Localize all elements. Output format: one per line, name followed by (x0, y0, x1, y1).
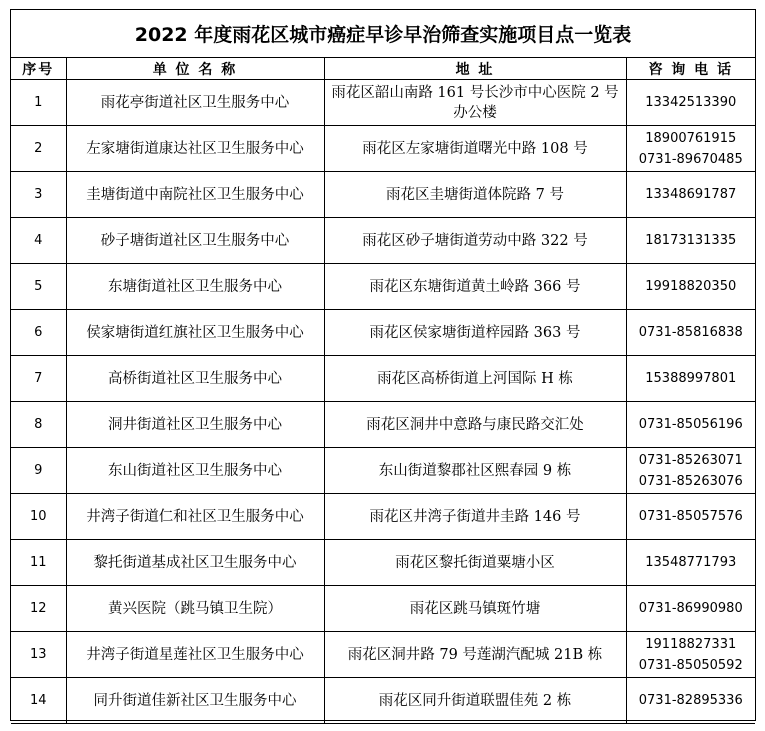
document-table-frame (10, 9, 756, 721)
cell-address: 雨花区韶山南路 161 号长沙市中心医院 2 号办公楼 (324, 80, 626, 126)
cell-address: 雨花区侯家塘街道梓园路 363 号 (324, 310, 626, 356)
phone-number: 0731-85263071 (638, 452, 743, 468)
table-row (11, 264, 755, 310)
cell-address: 雨花区洞井中意路与康民路交汇处 (324, 402, 626, 448)
cell-unit-name: 井湾子街道仁和社区卫生服务中心 (66, 494, 324, 540)
header-phone: 咨 询 电 话 (626, 58, 755, 80)
cell-unit-name: 圭塘街道中南院社区卫生服务中心 (66, 172, 324, 218)
phone-number: 19918820350 (645, 279, 737, 294)
cell-phone (626, 632, 755, 678)
cell-address: 雨花区井湾子街道井圭路 146 号 (324, 494, 626, 540)
cell-phone (626, 80, 755, 126)
cell-address: 雨花区同升街道联盟佳苑 2 栋 (324, 678, 626, 724)
phone-number: 19118827331 (645, 636, 737, 652)
cell-index: 4 (11, 218, 66, 264)
phone-number: 0731-85050592 (638, 657, 743, 673)
cell-index: 14 (11, 678, 66, 724)
table-header-row (11, 58, 755, 80)
cell-unit-name: 井湾子街道星莲社区卫生服务中心 (66, 632, 324, 678)
cell-address: 雨花区东塘街道黄土岭路 366 号 (324, 264, 626, 310)
cell-address: 雨花区跳马镇斑竹塘 (324, 586, 626, 632)
cell-phone (626, 172, 755, 218)
cell-phone (626, 126, 755, 172)
table-row (11, 80, 755, 126)
phone-number: 13342513390 (645, 95, 737, 110)
cell-index: 11 (11, 540, 66, 586)
cell-index: 1 (11, 80, 66, 126)
table-row (11, 172, 755, 218)
cell-unit-name: 黎托街道基成社区卫生服务中心 (66, 540, 324, 586)
table-row (11, 448, 755, 494)
table-row (11, 310, 755, 356)
cell-index: 9 (11, 448, 66, 494)
cell-unit-name: 侯家塘街道红旗社区卫生服务中心 (66, 310, 324, 356)
cell-phone (626, 356, 755, 402)
phone-number: 0731-85263076 (638, 473, 743, 489)
table-row (11, 494, 755, 540)
table-row (11, 678, 755, 724)
table-row (11, 126, 755, 172)
cell-address: 雨花区黎托街道粟塘小区 (324, 540, 626, 586)
cell-index: 5 (11, 264, 66, 310)
phone-number: 0731-82895336 (638, 693, 743, 708)
cell-phone (626, 540, 755, 586)
cell-phone (626, 402, 755, 448)
phone-number: 18173131335 (645, 233, 737, 248)
table-row (11, 402, 755, 448)
header-index: 序号 (11, 58, 66, 80)
cell-index: 3 (11, 172, 66, 218)
cell-index: 6 (11, 310, 66, 356)
cell-address: 雨花区左家塘街道曙光中路 108 号 (324, 126, 626, 172)
cell-phone (626, 264, 755, 310)
cell-unit-name: 东塘街道社区卫生服务中心 (66, 264, 324, 310)
cell-index: 7 (11, 356, 66, 402)
cell-index: 13 (11, 632, 66, 678)
cell-address: 雨花区砂子塘街道劳动中路 322 号 (324, 218, 626, 264)
page-title: 2022 年度雨花区城市癌症早诊早治筛查实施项目点一览表 (11, 10, 755, 58)
table-row (11, 586, 755, 632)
phone-number: 0731-85816838 (638, 325, 743, 340)
cell-index: 10 (11, 494, 66, 540)
cell-address: 东山街道黎郡社区熙春园 9 栋 (324, 448, 626, 494)
cell-unit-name: 雨花亭街道社区卫生服务中心 (66, 80, 324, 126)
cell-address: 雨花区圭塘街道体院路 7 号 (324, 172, 626, 218)
cell-index: 2 (11, 126, 66, 172)
screening-sites-table (11, 58, 755, 724)
cell-phone (626, 310, 755, 356)
cell-unit-name: 黄兴医院（跳马镇卫生院） (66, 586, 324, 632)
phone-number: 0731-85056196 (638, 417, 743, 432)
cell-unit-name: 砂子塘街道社区卫生服务中心 (66, 218, 324, 264)
cell-phone (626, 678, 755, 724)
table-row (11, 356, 755, 402)
cell-unit-name: 高桥街道社区卫生服务中心 (66, 356, 324, 402)
cell-index: 12 (11, 586, 66, 632)
phone-number: 18900761915 (645, 130, 737, 146)
phone-number: 15388997801 (645, 371, 737, 386)
header-unit-name: 单 位 名 称 (66, 58, 324, 80)
cell-phone (626, 586, 755, 632)
table-row (11, 540, 755, 586)
phone-number: 13548771793 (645, 555, 737, 570)
cell-unit-name: 东山街道社区卫生服务中心 (66, 448, 324, 494)
cell-unit-name: 左家塘街道康达社区卫生服务中心 (66, 126, 324, 172)
table-row (11, 218, 755, 264)
cell-phone (626, 494, 755, 540)
cell-index: 8 (11, 402, 66, 448)
cell-address: 雨花区高桥街道上河国际 H 栋 (324, 356, 626, 402)
cell-phone (626, 218, 755, 264)
cell-phone (626, 448, 755, 494)
phone-number: 13348691787 (645, 187, 737, 202)
header-address: 地 址 (324, 58, 626, 80)
cell-unit-name: 洞井街道社区卫生服务中心 (66, 402, 324, 448)
phone-number: 0731-89670485 (638, 151, 743, 167)
cell-address: 雨花区洞井路 79 号莲湖汽配城 21B 栋 (324, 632, 626, 678)
cell-unit-name: 同升街道佳新社区卫生服务中心 (66, 678, 324, 724)
phone-number: 0731-85057576 (638, 509, 743, 524)
phone-number: 0731-86990980 (638, 601, 743, 616)
table-row (11, 632, 755, 678)
